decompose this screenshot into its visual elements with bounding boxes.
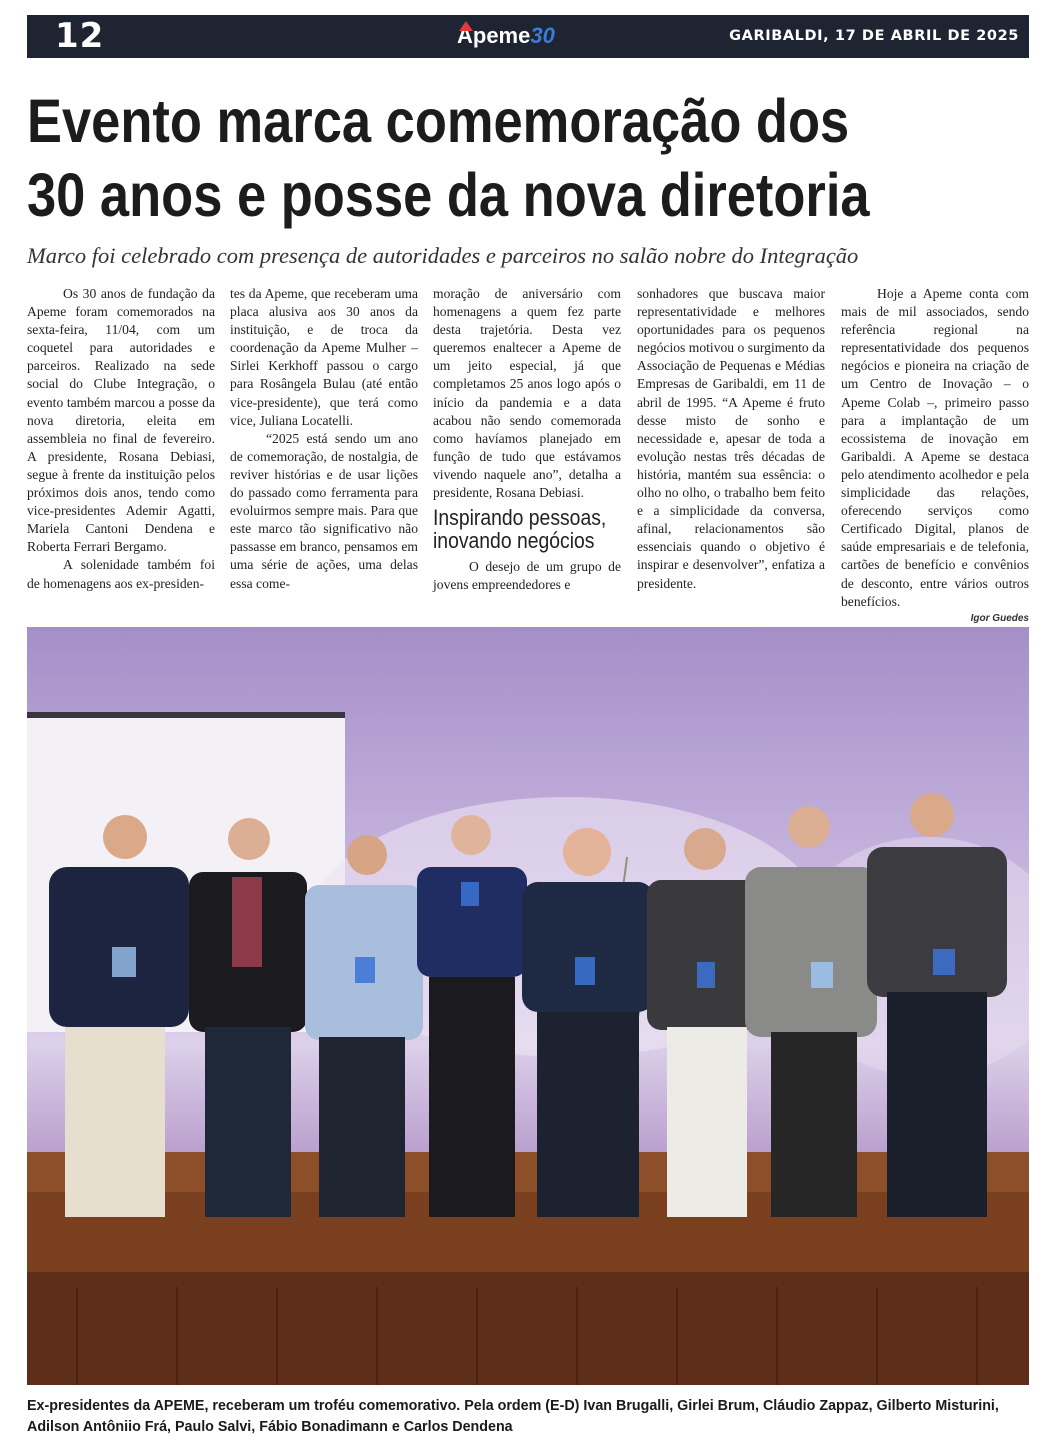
paragraph: Os 30 anos de fundação da Apeme foram comemorados na sexta-feira, 11/04, com um coquetel para autoridades e parceiros. Realizado na sede social do Clube Integração, o evento também marcou a posse da nova diretoria, eleita em assembleia no final de fevereiro. A presidente, Rosana Debiasi, segue à frente da instituição pelos próximos dois anos, tendo como vice-presidentes Ademir Agatti, Mariela Cantoni Dendena e Roberta Ferrari Bergamo. <box>27 286 215 555</box>
subtitle-line-1: Inspirando pessoas, <box>433 505 607 531</box>
person-2 <box>189 818 307 1217</box>
photo-credit: Igor Guedes <box>970 613 1029 624</box>
subtitle-line-2: inovando negócios <box>433 528 595 554</box>
photo-caption: Ex-presidentes da APEME, receberam um troféu comemorativo. Pela ordem (E-D) Ivan Brugalli, Girlei Brum, Cláudio Zappaz, Gilberto Misturini, Adilson Antôniio Frá, Paulo Salvi, Fábio Bonadimann e Carlos Dendena <box>27 1398 999 1435</box>
dateline: GARIBALDI, 17 DE ABRIL DE 2025 <box>729 28 1019 44</box>
person-8 <box>867 793 1007 1217</box>
paragraph: A solenidade também foi de homenagens aos ex-presiden- <box>27 557 215 591</box>
screen-top-bar <box>27 712 345 718</box>
headline <box>27 84 887 232</box>
headline-line-2: 30 anos e posse da nova diretoria <box>27 161 870 229</box>
logo-triangle-icon <box>459 21 473 31</box>
logo-number: 30 <box>530 23 555 48</box>
section-subtitle <box>433 505 607 554</box>
stage-reflection <box>27 1152 1029 1192</box>
column-4 <box>637 285 825 593</box>
article-body <box>27 285 1029 609</box>
column-1 <box>27 285 215 593</box>
column-5 <box>841 285 1029 611</box>
paragraph: Hoje a Apeme conta com mais de mil associados, sendo referência regional na representatividade dos pequenos negócios e pioneira na criação de um Centro de Inovação – o Apeme Colab –, primeiro passo para a implantação de um ecossistema de inovação em Garibaldi. A Apeme se destaca pelo atendimento acolhedor e pela simplicidade das relações, oferecendo serviços como Certificado Digital, planos de saúde empresariais e de telefonia, cartões de benefício e convênios de desconto, entre vários outros benefícios. <box>841 286 1029 609</box>
logo-text: Apeme <box>457 23 531 48</box>
paragraph: tes da Apeme, que receberam uma placa alusiva aos 30 anos da instituição, e de troca da coordenação da Apeme Mulher – Sirlei Kerkhoff passou o cargo para Rosângela Bulau (até então vice-presidente), que terá como vice, Juliana Locatelli. <box>230 286 418 428</box>
person-5 <box>522 828 654 1217</box>
event-photo <box>27 627 1029 1385</box>
subheadline: Marco foi celebrado com presença de autoridades e parceiros no salão nobre do Integração <box>27 243 859 268</box>
person-4 <box>417 815 527 1217</box>
headline-line-1: Evento marca comemoração dos <box>27 87 850 155</box>
column-3 <box>433 285 621 594</box>
photo-illustration <box>27 627 1029 1385</box>
paragraph: “2025 está sendo um ano de comemoração, de nostalgia, de reviver histórias e de usar lições do passado como ferramenta para evoluirmos sempre mais. Para que este marco tão significativo não passasse em branco, pensamos em uma série de ações, uma delas essa come- <box>230 430 418 591</box>
apeme-logo <box>457 23 555 51</box>
column-2 <box>230 285 418 593</box>
paragraph: O desejo de um grupo de jovens empreendedores e <box>433 559 621 593</box>
page-header-bar <box>27 15 1029 58</box>
page-number: 12 <box>55 16 105 56</box>
paragraph: sonhadores que buscava maior representatividade e melhores oportunidades para os pequenos negócios motivou o surgimento da Associação de Pequenas e Médias Empresas de Garibaldi, em 11 de abril de 1995. “A Apeme é fruto desse misto de sonho e necessidade e, apesar de toda a evolução nestas três décadas de história, mantém sua essência: o olho no olho, o trabalho bem feito e a simplicidade da conversa, afinal, relacionamentos são essenciais quando o objetivo é inspirar e desenvolver”, enfatiza a presidente. <box>637 286 825 591</box>
paragraph: moração de aniversário com homenagens a quem fez parte desta trajetória. Desta vez queremos enaltecer a Apeme de um jeito especial, já que completamos 25 anos logo após o início da pandemia e a data acabou não sendo comemorada como havíamos planejado em função de tudo que estávamos vivendo naquele ano”, detalha a presidente, Rosana Debiasi. <box>433 286 621 501</box>
